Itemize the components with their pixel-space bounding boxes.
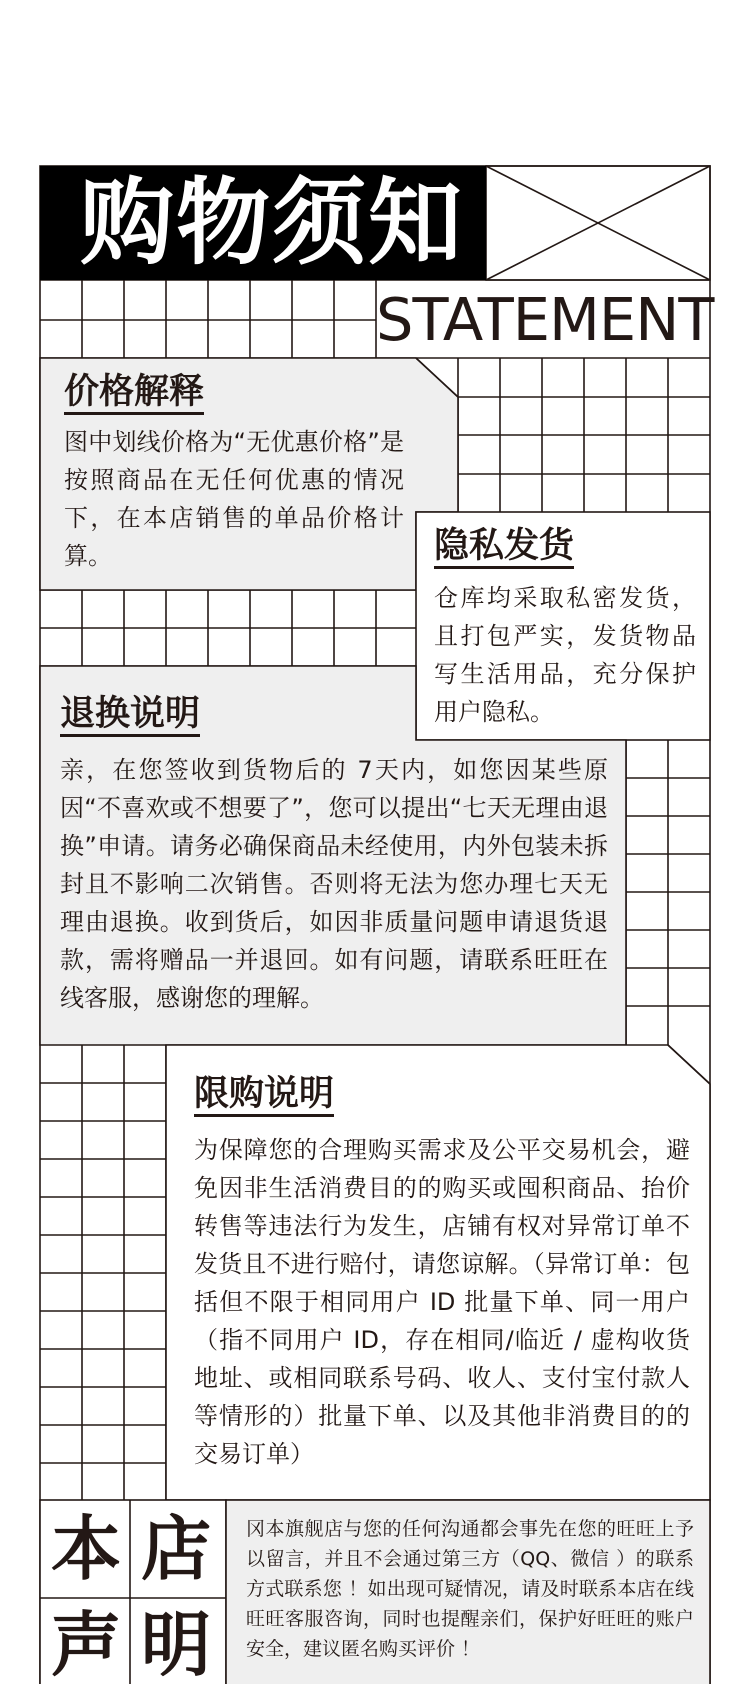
grid-right-lower	[626, 740, 710, 1045]
price-text: 图中划线价格为“无优惠价格”是按照商品在无任何优惠的情况下，在本店销售的单品价格计算。	[64, 428, 404, 570]
grid-left-lower	[40, 1045, 166, 1500]
grid-right-upper	[458, 358, 710, 512]
page-title: 购物须知	[80, 169, 465, 278]
limit-section	[194, 1072, 690, 1473]
price-heading: 价格解释	[64, 372, 204, 415]
return-text: 亲，在您签收到货物后的 7天内，如您因某些原因“不喜欢或不想要了”，您可以提出“七天无理由退换”申请。请务必确保商品未经使用，内外包装未拆封且不影响二次销售。否则将无法为您办理七天无理由退换。收到货后，如因非质量问题申请退货退款，需将赠品一并退回。如有问题，请联系旺旺在线客服，感谢您的理解。	[60, 756, 608, 1012]
store-char-1: 本	[51, 1508, 121, 1590]
page-subtitle: STATEMENT	[376, 285, 714, 354]
return-heading: 退换说明	[60, 694, 200, 737]
cross-box	[486, 166, 710, 280]
privacy-text: 仓库均采取私密发货，且打包严实，发货物品写生活用品，充分保护用户隐私。	[434, 584, 696, 726]
return-section	[60, 692, 608, 1017]
limit-text: 为保障您的合理购买需求及公平交易机会，避免因非生活消费目的的购买或囤积商品、抬价转售等违法行为发生，店铺有权对异常订单不发货且不进行赔付，请您谅解。（异常订单：包括但不限于相同用户 ID 批量下单、同一用户（指不同用户 ID，存在相同/临近 / 虚构收货地址、或相同联系号码、收人、支付宝付款人等情形的）批量下单、以及其他非消费目的的交易订单）	[194, 1136, 690, 1468]
store-statement-text: 冈本旗舰店与您的任何沟通都会事先在您的旺旺上予以留言，并且不会通过第三方（QQ、微信 ）的联系方式联系您 ！如出现可疑情况，请及时联系本店在线旺旺客服咨询，同时也提醒亲们，保护好旺旺的账户安全，建议匿名购买评价 ！	[246, 1518, 694, 1660]
price-section	[64, 370, 404, 575]
store-char-4: 明	[141, 1604, 211, 1686]
privacy-heading: 隐私发货	[434, 526, 574, 569]
limit-heading: 限购说明	[194, 1074, 334, 1117]
store-char-2: 店	[141, 1508, 211, 1590]
grid-middle-left	[40, 590, 416, 666]
store-char-3: 声	[51, 1604, 121, 1686]
